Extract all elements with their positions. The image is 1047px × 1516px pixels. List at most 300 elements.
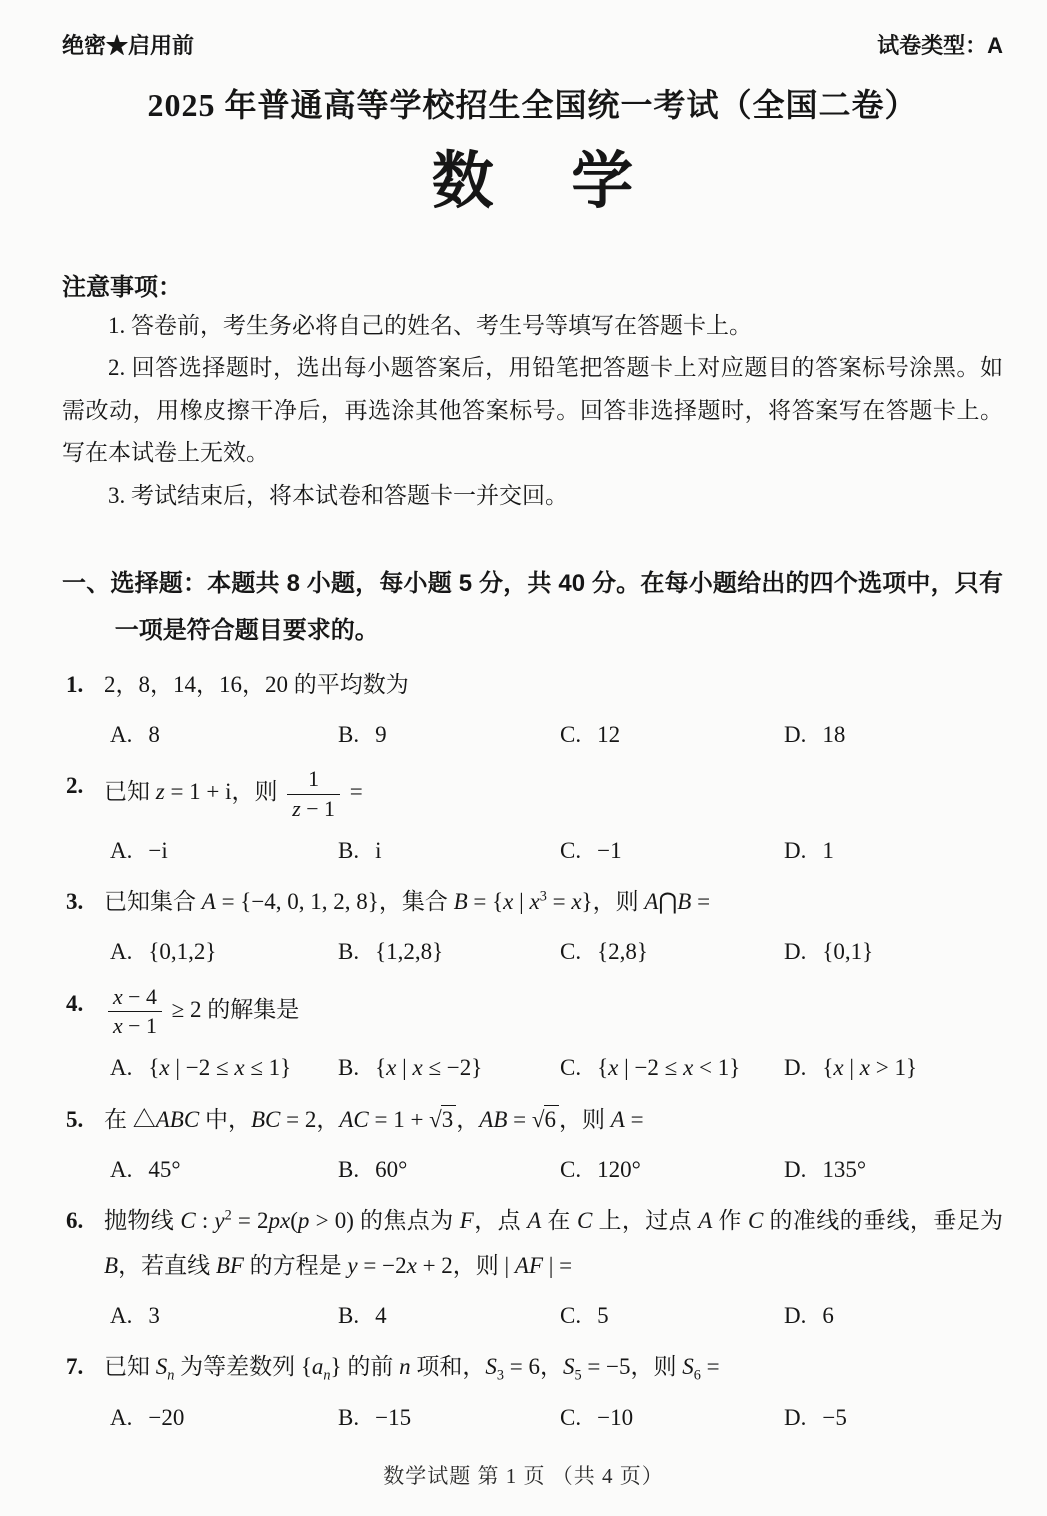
option-content [375,939,443,964]
question-stem [104,764,1003,823]
math-literal: | [513,889,530,915]
question [62,1199,1003,1337]
option-label: A. [110,1404,133,1430]
math-literal: 4 [375,1302,387,1328]
math-literal: 1 [822,837,834,863]
square-root [429,1098,456,1143]
option [784,714,1003,757]
option [560,714,784,757]
option [110,1047,338,1090]
math-variable: x [159,1055,170,1081]
math-literal: −1 [597,837,622,863]
math-variable: n [399,1354,411,1380]
text-run: 作 [712,1208,748,1234]
math-variable: S [682,1354,694,1380]
math-literal: 9 [375,721,387,747]
math-literal: 5 [597,1302,609,1328]
math-variable: x [859,1055,870,1081]
math-variable: x [406,1252,417,1278]
math-literal: = { [467,889,504,915]
math-literal: △ [132,1106,156,1132]
math-literal: 6 [693,1367,701,1384]
math-literal: −10 [597,1404,634,1430]
text-run: 在 [541,1208,577,1234]
text-run: ，则 [630,1354,683,1380]
question [62,663,1003,756]
math-literal: | [504,1252,515,1278]
math-literal: −i [148,837,168,863]
question-stem [104,1098,1003,1143]
math-literal: { [375,1055,387,1081]
text-run: ，集合 [378,889,454,915]
math-variable: AC [339,1106,369,1132]
option-label: C. [560,1055,582,1081]
option [784,830,1003,873]
text-run: 的解集是 [207,996,300,1022]
math-literal: 12 [597,721,621,747]
option [110,714,338,757]
option [338,1397,560,1440]
option-label: A. [110,721,133,747]
question-row [62,1098,1003,1143]
radical-sign: √ [531,1106,545,1132]
option [338,1295,560,1338]
math-variable: x [234,1055,245,1081]
math-literal: 1 [308,767,320,792]
questions-list [62,663,1003,1439]
subject-title-row [62,141,1003,225]
math-literal: < 1} [693,1055,741,1081]
option [338,1149,560,1192]
option-label: D. [784,1302,807,1328]
math-variable: AF [514,1252,544,1278]
math-variable: x [608,1055,619,1081]
options-row [110,1149,1003,1192]
math-variable: S [485,1354,497,1380]
option [784,931,1003,974]
option [560,830,784,873]
question-stem [104,982,1003,1041]
options-row [110,1295,1003,1338]
text-run: 为等差数列 [174,1354,301,1380]
math-variable: B [104,1252,119,1278]
superscript [540,889,547,905]
option [560,1047,784,1090]
math-literal: + 2 [416,1252,453,1278]
square-root [532,1098,559,1143]
math-variable: F [459,1208,474,1234]
option [560,1295,784,1338]
option-content [148,1303,160,1328]
option-label: A. [110,1302,133,1328]
page-header [62,32,1003,61]
question-row [62,880,1003,925]
math-variable: x [833,1055,844,1081]
options-row [110,931,1003,974]
math-variable: AB [479,1106,508,1132]
notice-item-3: 3. 考试结束后，将本试卷和答题卡一并交回。 [108,482,568,508]
math-literal: 3 [148,1302,160,1328]
option-content [375,838,381,863]
math-literal: ≤ −2} [422,1055,483,1081]
math-variable: x [683,1055,694,1081]
question-stem [104,663,1003,708]
math-literal: { [597,1055,609,1081]
question-row [62,982,1003,1041]
option-content [375,722,387,747]
math-variable: A [527,1208,542,1234]
option-label: C. [560,1404,582,1430]
math-literal: i [375,837,382,863]
math-literal: −15 [375,1404,412,1430]
math-variable: B [453,889,468,915]
subscript [323,1368,330,1384]
option-label: D. [784,837,807,863]
option-content [375,1157,407,1182]
text-run: 已知 [104,1354,156,1380]
option-content [597,939,648,964]
math-variable: S [155,1354,168,1380]
math-literal: > 0) [309,1208,354,1234]
option [784,1149,1003,1192]
math-literal: 60° [375,1156,408,1182]
radicand [441,1105,457,1134]
fraction [287,766,340,821]
math-literal: = [700,1354,720,1380]
math-variable: px [268,1208,291,1234]
math-literal: 8 [148,721,160,747]
option [560,1149,784,1192]
question-number: 5. [66,1106,84,1132]
fraction [108,984,162,1039]
question-number: 2. [66,773,84,799]
question-stem [104,1199,1003,1289]
option [110,1149,338,1192]
text-run: ， [456,1106,480,1132]
options-row [110,830,1003,873]
option-content [148,1055,291,1080]
text-run: 中， [199,1106,251,1132]
option-content [822,722,845,747]
math-variable: p [297,1208,310,1234]
question [62,880,1003,973]
text-run: ，则 [231,779,284,805]
notice-list [62,305,1003,518]
math-literal: 6 [822,1302,834,1328]
math-variable: ABC [155,1106,200,1132]
option-content [822,838,834,863]
numerator [287,766,340,794]
math-variable: x [113,1013,123,1038]
notice-heading: 注意事项： [62,274,182,302]
text-run: ，若直线 [118,1252,216,1278]
question-row [62,663,1003,708]
math-literal: ≤ 1} [244,1055,292,1081]
subscript [497,1368,504,1384]
math-literal: { [822,1055,834,1081]
option [110,1295,338,1338]
math-literal: = 1 + i [164,779,232,805]
option-label: B. [338,939,360,965]
math-variable: y [347,1252,358,1278]
math-variable: x [503,889,514,915]
text-run: 上，过点 [592,1208,699,1234]
paper-type-label: 试卷类型：A [877,33,1003,58]
question [62,764,1003,872]
math-variable: A [644,889,659,915]
options-row [110,1397,1003,1440]
option [338,931,560,974]
math-variable: BC [250,1106,281,1132]
question-number: 1. [66,672,84,697]
math-literal: − 4 [122,984,157,1009]
option-label: C. [560,1302,582,1328]
notice-item-2: 2. 回答选择题时，选出每小题答案后，用铅笔把答题卡上对应题目的答案标号涂黑。如需改动，用橡皮擦干净后，再选涂其他答案标号。回答非选择题时，将答案写在答题卡上。写在本试卷上无效。 [62,355,1003,466]
option-label: A. [110,1156,133,1182]
text-run: 的前 [341,1354,400,1380]
option-content [375,1303,387,1328]
math-variable: z [155,779,165,805]
text-run: ， [316,1106,340,1132]
option [784,1047,1003,1090]
question [62,1098,1003,1191]
math-variable: x [113,984,123,1009]
option [338,714,560,757]
math-literal: {0,1,2} [148,939,217,965]
question-stem [104,1345,1003,1390]
math-literal: {1,2,8} [375,939,444,965]
subject-title: 数学 [431,148,711,217]
option-label: B. [338,721,360,747]
math-literal: − 1 [122,1013,157,1038]
math-literal: = 1 + [368,1106,430,1132]
math-variable: S [562,1354,575,1380]
option-label: B. [338,1055,360,1081]
math-variable: x [386,1055,397,1081]
section-heading: 一、选择题：本题共 8 小题，每小题 5 分，共 40 分。在每小题给出的四个选项中，只有一项是符合题目要求的。 [62,570,1003,645]
math-variable: z [292,796,301,821]
option-label: D. [784,1055,807,1081]
option-content [148,939,216,964]
option-label: C. [560,721,582,747]
option-label: A. [110,1055,133,1081]
math-variable: a [311,1354,324,1380]
math-literal: > 1} [869,1055,917,1081]
text-run: ，点 [473,1208,528,1234]
option-label: B. [338,1156,360,1182]
option [110,931,338,974]
text-run: 的平均数为 [293,672,409,697]
math-literal: 2，8，14，16，20 [104,672,294,697]
math-literal: 120° [597,1156,641,1182]
math-variable: C [747,1208,764,1234]
security-label: 绝密★启用前 [62,33,195,58]
text-run: 项和， [410,1354,486,1380]
math-literal: = {−4, 0, 1, 2, 8} [215,889,379,915]
option-content [597,1303,609,1328]
math-literal: 45° [148,1156,181,1182]
numerator [108,984,162,1012]
math-variable: x [412,1055,423,1081]
denominator [108,1012,162,1039]
page-footer: 数学试题 第 1 页 （共 4 页） [383,1464,664,1488]
option-content [822,1405,846,1430]
text-run: 在 [104,1106,133,1132]
option-content [148,838,167,863]
math-literal: 3 [441,1106,454,1132]
option-content [375,1405,411,1430]
text-run: 已知 [104,779,156,805]
option-content [148,722,160,747]
question-stem [104,880,1003,925]
text-run: 的焦点为 [353,1208,460,1234]
option [784,1397,1003,1440]
math-literal: | −2 ≤ [618,1055,684,1081]
question-row [62,1345,1003,1390]
math-literal: 135° [822,1156,867,1182]
option [784,1295,1003,1338]
math-literal: = −5 [581,1354,631,1380]
option-content [597,1405,633,1430]
math-literal: ( [290,1208,298,1234]
math-literal: 18 [822,721,846,747]
text-run: ，则 [559,1106,611,1132]
math-variable: A [610,1106,625,1132]
options-row [110,1047,1003,1090]
question-number: 6. [66,1208,84,1234]
math-literal: ≥ 2 [165,996,208,1022]
option-label: D. [784,1404,807,1430]
math-literal: 3 [539,888,547,905]
math-variable: x [529,889,540,915]
math-literal: | [396,1055,413,1081]
math-variable: C [180,1208,196,1234]
text-run: 抛物线 [104,1208,181,1234]
math-variable: y [214,1208,225,1234]
text-run: ，则 [452,1252,505,1278]
option [110,1397,338,1440]
options-row [110,714,1003,757]
option [560,931,784,974]
question-number: 7. [66,1354,84,1380]
radicand [544,1105,560,1134]
option-label: B. [338,837,360,863]
math-literal: = [546,889,572,915]
option-content [597,838,621,863]
math-variable: n [167,1367,175,1384]
math-literal: = 6 [503,1354,540,1380]
math-literal: = [691,889,711,915]
math-variable: B [677,889,692,915]
math-literal: = −2 [357,1252,407,1278]
denominator [287,795,340,822]
math-literal: 2 [224,1207,232,1224]
option-label: D. [784,939,807,965]
math-literal: −5 [822,1404,847,1430]
option-label: C. [560,837,582,863]
option-content [597,1157,641,1182]
option-content [597,722,620,747]
math-literal: = [507,1106,532,1132]
math-literal: = [343,779,363,805]
question-row [62,1199,1003,1289]
option-label: D. [784,721,807,747]
subscript [574,1368,581,1384]
math-literal: 6 [544,1106,557,1132]
question-row [62,764,1003,823]
text-run: ，则 [592,889,645,915]
option [338,1047,560,1090]
math-literal: { [300,1354,312,1380]
option-label: B. [338,1404,360,1430]
math-literal: } [581,889,593,915]
option-content [375,1055,482,1080]
option-content [822,939,873,964]
option [338,830,560,873]
math-literal: } [330,1354,342,1380]
math-literal: = 2 [280,1106,317,1132]
option-content [822,1055,917,1080]
question-number: 4. [66,990,84,1016]
option [560,1397,784,1440]
math-literal: {0,1} [822,939,874,965]
text-run: 已知集合 [104,889,202,915]
math-variable: n [323,1367,331,1384]
option-content [822,1303,834,1328]
option-label: C. [560,939,582,965]
math-literal: = [624,1106,644,1132]
math-literal: : [195,1208,215,1234]
superscript [225,1207,232,1223]
math-literal: 3 [496,1367,504,1384]
option-content [822,1157,866,1182]
math-literal: { [148,1055,160,1081]
math-literal: {2,8} [597,939,648,965]
radical-sign: √ [429,1106,442,1132]
option-content [597,1055,740,1080]
subscript [694,1368,701,1384]
math-literal: | [843,1055,860,1081]
math-variable: A [698,1208,713,1234]
exam-title: 2025 年普通高等学校招生全国统一考试（全国二卷） [147,86,918,123]
option-content [148,1157,180,1182]
text-run: 的准线的垂线，垂足为 [763,1208,1004,1234]
math-variable: BF [215,1252,244,1278]
option-label: D. [784,1156,807,1182]
option [110,830,338,873]
option-label: C. [560,1156,582,1182]
question [62,1345,1003,1439]
question-number: 3. [66,889,84,915]
math-literal: −20 [148,1404,185,1430]
option-label: A. [110,837,133,863]
math-literal: | = [543,1252,573,1278]
option-label: B. [338,1302,360,1328]
math-variable: C [576,1208,593,1234]
math-literal: | −2 ≤ [169,1055,235,1081]
option-content [148,1405,184,1430]
text-run: 的方程是 [243,1252,348,1278]
notice-item-1: 1. 答卷前，考生务必将自己的姓名、考生号等填写在答题卡上。 [108,312,752,338]
math-variable: x [571,889,582,915]
option-label: A. [110,939,133,965]
math-literal: 5 [574,1367,582,1384]
question [62,982,1003,1090]
math-literal: ⋂ [658,889,678,915]
text-run: ， [539,1354,563,1380]
math-variable: A [201,889,216,915]
math-literal: = 2 [231,1208,269,1234]
